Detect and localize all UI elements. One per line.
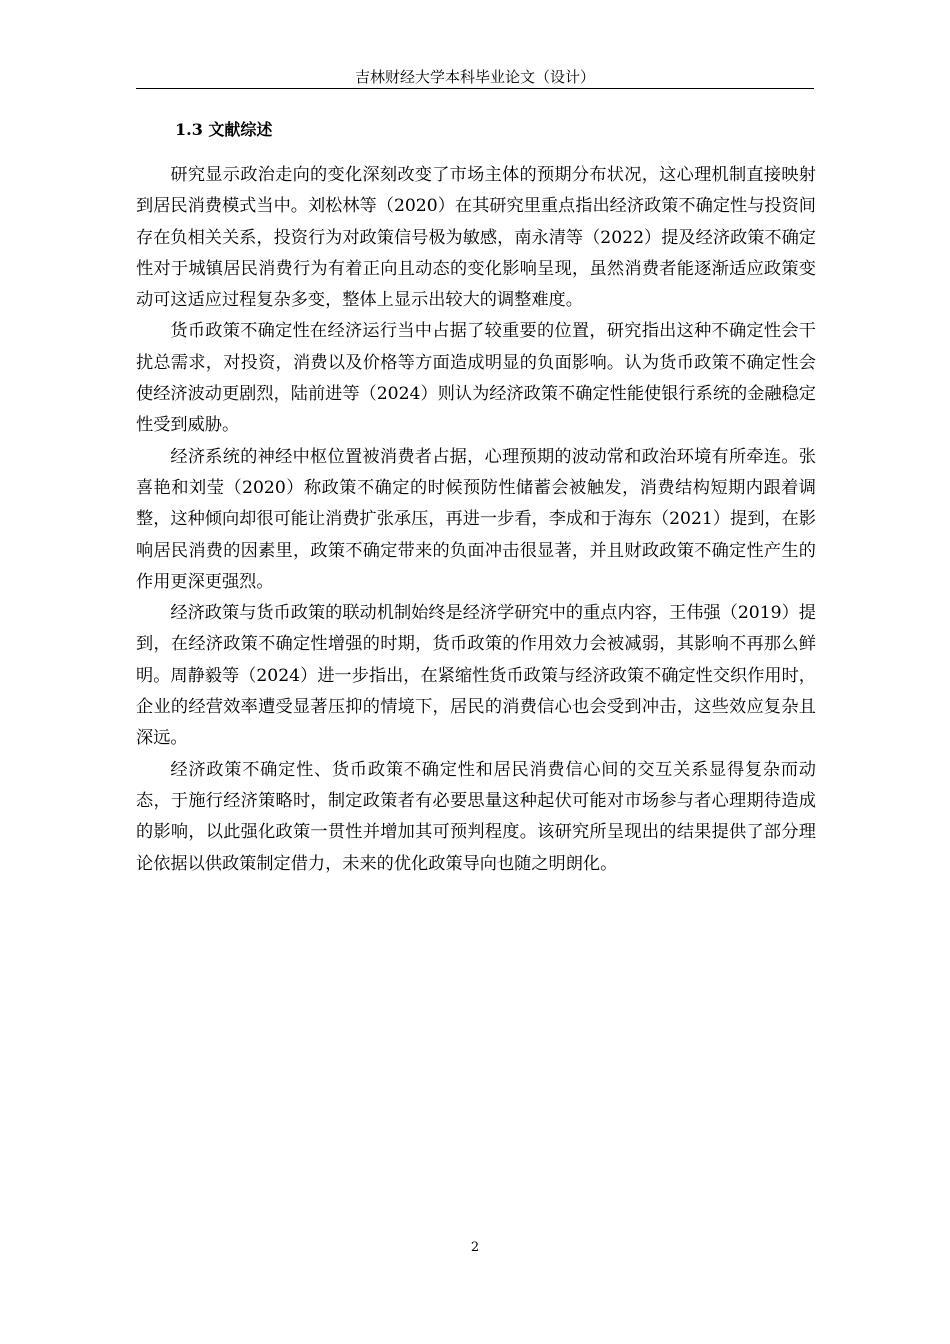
paragraph: 研究显示政治走向的变化深刻改变了市场主体的预期分布状况，这心理机制直接映射到居民消费模式当中。刘松林等（2020）在其研究里重点指出经济政策不确定性与投资间存在负相关关系，投资行为对政策信号极为敏感，南永清等（2022）提及经济政策不确定性对于城镇居民消费行为有着正向且动态的变化影响呈现，虽然消费者能逐渐适应政策变动可这适应过程复杂多变，整体上显示出较大的调整难度。 bbox=[136, 165, 816, 311]
paragraph: 经济系统的神经中枢位置被消费者占据，心理预期的波动常和政治环境有所牵连。张喜艳和刘莹（2020）称政策不确定的时候预防性储蓄会被触发，消费结构短期内跟着调整，这种倾向却很可能让消费扩张承压，再进一步看，李成和于海东（2021）提到，在影响居民消费的因素里，政策不确定带来的负面冲击很显著，并且财政政策不确定性产生的作用更深更强烈。 bbox=[136, 446, 816, 592]
paragraph: 货币政策不确定性在经济运行当中占据了较重要的位置，研究指出这种不确定性会干扰总需求，对投资，消费以及价格等方面造成明显的负面影响。认为货币政策不确定性会使经济波动更剧烈，陆前进等（2024）则认为经济政策不确定性能使银行系统的金融稳定性受到威胁。 bbox=[136, 321, 816, 436]
page-header: 吉林财经大学本科毕业论文（设计） bbox=[354, 68, 595, 86]
paragraph: 经济政策与货币政策的联动机制始终是经济学研究中的重点内容，王伟强（2019）提到，在经济政策不确定性增强的时期，货币政策的作用效力会被减弱，其影响不再那么鲜明。周静毅等（2024）进一步指出，在紧缩性货币政策与经济政策不确定性交织作用时，企业的经营效率遭受显著压抑的情境下，居民的消费信心也会受到冲击，这些效应复杂且深远。 bbox=[136, 603, 816, 749]
page-number: 2 bbox=[470, 1240, 480, 1255]
header-rule bbox=[136, 88, 814, 89]
body-text bbox=[136, 160, 816, 880]
paragraph: 经济政策不确定性、货币政策不确定性和居民消费信心间的交互关系显得复杂而动态，于施行经济策略时，制定政策者有必要思量这种起伏可能对市场参与者心理期待造成的影响，以此强化政策一贯性并增加其可预判程度。该研究所呈现出的结果提供了部分理论依据以供政策制定借力，未来的优化政策导向也随之明朗化。 bbox=[136, 759, 816, 874]
section-heading: 1.3 文献综述 bbox=[175, 120, 273, 139]
